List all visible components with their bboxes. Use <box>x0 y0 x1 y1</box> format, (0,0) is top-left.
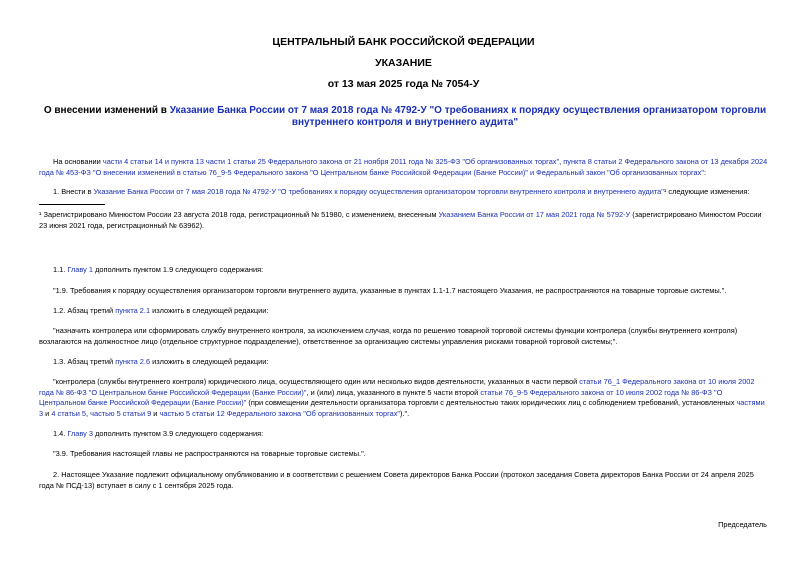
item-1-3-quote-link-5[interactable]: частью 5 статьи 9 <box>90 408 152 418</box>
item-1-3-quote-link-1[interactable]: статьи 76_1 Федерального закона от 10 июля 2002 года № 86-ФЗ "О Центральном банке Российской Федерации (Банке России)" <box>39 377 755 397</box>
item-1-1-link[interactable]: Главу 1 <box>67 265 94 274</box>
preamble: На основании части 4 статьи 14 и пункта 13 части 1 статьи 25 Федерального закона от 21 ноября 2011 года № 325-ФЗ "Об организованных торгах", пункта 8 статьи 2 Федерального закона от 13 декабря 2024 года № 453-ФЗ "О внесении изменений в статью 76_9-5 Федерального закона "О Центральном банке Российской Федерации (Банке России)" и Федеральный закон "Об организованных торгах": <box>39 157 768 177</box>
item-1-2-link[interactable]: пункта 2.1 <box>115 306 151 315</box>
footnote-link[interactable]: Указанием Банка России от 17 мая 2021 года № 5792-У <box>438 210 631 219</box>
document-title: О внесении изменений в Указание Банка России от 7 мая 2018 года № 4792-У "О требованиях к порядку осуществления организатором торговли внутреннего контроля и внутреннего аудита" <box>43 105 767 128</box>
title-link[interactable]: Указание Банка России от 7 мая 2018 года № 4792-У "О требованиях к порядку осуществления организатором торговли внутреннего контроля и внутреннего аудита" <box>169 105 767 128</box>
footnote-marker: ¹ <box>663 187 667 196</box>
item-1-3: 1.3. Абзац третий пункта 2.6 изложить в следующей редакции: <box>53 357 269 366</box>
item-1-1-quote: "1.9. Требования к порядку осуществления организатором торговли внутреннего аудита, указанные в пунктах 1.1-1.7 настоящего Указания, не распространяются на товарные торговые системы.". <box>53 286 727 295</box>
signature-label: Председатель <box>718 520 767 529</box>
footnote-number: ¹ <box>39 210 42 219</box>
footnote: ¹ Зарегистрировано Минюстом России 23 августа 2018 года, регистрационный № 51980, с изменением, внесенным Указанием Банка России от 17 мая 2021 года № 5792-У (зарегистрировано Минюстом России 23 июня 2021 года, регистрационный № 63962). <box>39 210 762 230</box>
document-date-number: от 13 мая 2025 года № 7054-У <box>327 78 480 90</box>
preamble-link-2[interactable]: пункта 8 статьи 2 Федерального закона от 13 декабря 2024 года № 453-ФЗ "О внесении изменений в статью 76_9-5 Федерального закона "О Центральном банке Российской Федерации (Банке России)" и Федеральный закон "Об организованных торгах" <box>39 157 768 177</box>
item-1-3-link[interactable]: пункта 2.6 <box>115 357 151 366</box>
item-1-1: 1.1. Главу 1 дополнить пунктом 1.9 следующего содержания: <box>53 265 264 274</box>
document-type: УКАЗАНИЕ <box>375 57 432 69</box>
footnote-divider <box>39 204 105 205</box>
item-1-link[interactable]: Указание Банка России от 7 мая 2018 года № 4792-У "О требованиях к порядку осуществления организатором торговли внутреннего контроля и внутреннего аудита" <box>93 187 664 196</box>
bank-name: ЦЕНТРАЛЬНЫЙ БАНК РОССИЙСКОЙ ФЕДЕРАЦИИ <box>272 36 535 48</box>
item-1-4-link[interactable]: Главу 3 <box>67 429 94 438</box>
preamble-link-1[interactable]: части 4 статьи 14 и пункта 13 части 1 статьи 25 Федерального закона от 21 ноября 2011 года № 325-ФЗ "Об организованных торгах" <box>102 157 560 166</box>
item-1-2-quote: "назначить контролера или сформировать службу внутреннего контроля, за исключением случая, когда по решению товарной торговой системы функции контролера (службы внутреннего контроля) возлагаются на должностное лицо (отдельное структурное подразделение), ответственное за организацию системы управления рисками товарной торговой системы;". <box>39 326 738 346</box>
item-1: 1. Внести в Указание Банка России от 7 мая 2018 года № 4792-У "О требованиях к порядку осуществления организатором торговли внутреннего контроля и внутреннего аудита"¹ следующие изменения: <box>53 187 750 196</box>
item-1-2: 1.2. Абзац третий пункта 2.1 изложить в следующей редакции: <box>53 306 269 315</box>
item-1-4: 1.4. Главу 3 дополнить пунктом 3.9 следующего содержания: <box>53 429 264 438</box>
item-1-3-quote-link-4[interactable]: 4 статьи 5 <box>51 408 87 418</box>
item-2: 2. Настоящее Указание подлежит официальному опубликованию и в соответствии с решением Совета директоров Банка России (протокол заседания Совета директоров Банка России от 24 апреля 2025 года № ПСД-13) вступает в силу с 1 сентября 2025 года. <box>39 470 754 490</box>
item-1-3-quote-link-3[interactable]: частями 3 <box>39 398 765 418</box>
item-1-3-quote-link-2[interactable]: статьи 76_9-5 Федерального закона от 10 июля 2002 года № 86-ФЗ "О Центральном банке Российской Федерации (Банке России)" <box>39 387 723 408</box>
item-1-3-quote-link-6[interactable]: частью 5 статьи 12 Федерального закона "Об организованных торгах" <box>159 408 401 418</box>
item-1-3-quote: "контролера (службы внутреннего контроля) юридического лица, осуществляющего один или несколько видов деятельности, указанных в части первой статьи 76_1 Федерального закона от 10 июля 2002 года № 86-ФЗ "О Центральном банке Российской Федерации (Банке России)", и (или) лица, указанного в пункте 5 части второй статьи 76_9-5 Федерального закона от 10 июля 2002 года № 86-ФЗ "О Центральном банке Российской Федерации (Банке России)" (при совмещении деятельности организатора торговли с деятельностью таких юридических лиц с соблюдением требований, установленных частями 3 и 4 статьи 5, частью 5 статьи 9 и частью 5 статьи 12 Федерального закона "Об организованных торгах").". <box>39 377 765 418</box>
item-1-4-quote: "3.9. Требования настоящей главы не распространяются на товарные торговые системы.". <box>53 449 366 458</box>
